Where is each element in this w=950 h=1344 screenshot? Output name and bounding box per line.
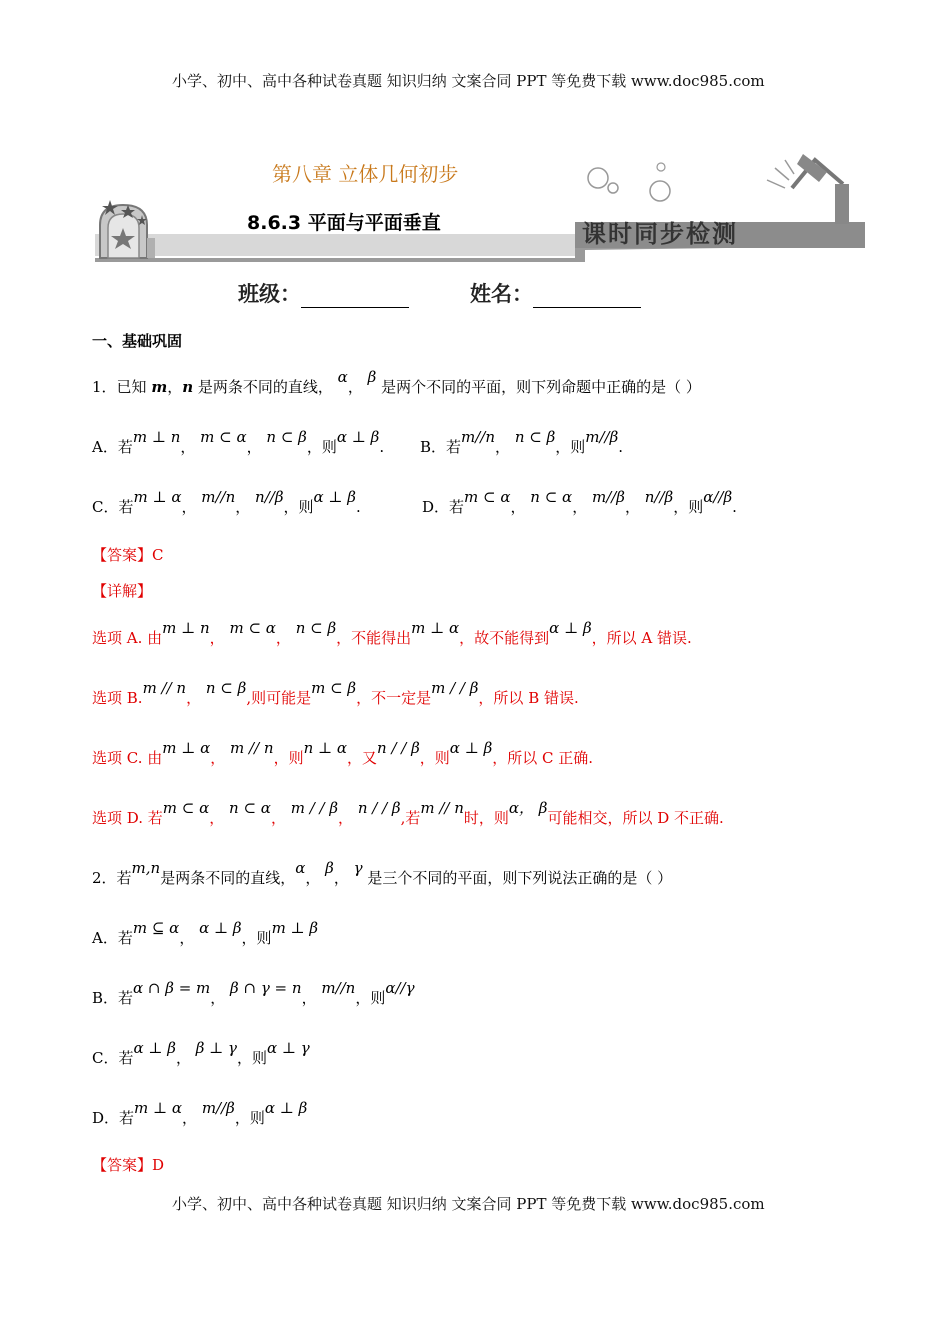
- q2-option-d[interactable]: D．若m ⊥ α， m//β，则α ⊥ β: [92, 1099, 308, 1127]
- q1-d-m5: α//β: [703, 488, 733, 506]
- q1-c-m3: n//β: [255, 488, 284, 506]
- q2-a-prefix: A．若: [92, 929, 133, 947]
- q1-expB-m3: m ⊂ β: [311, 679, 357, 697]
- q1-d-m2: n ⊂ α: [530, 488, 573, 506]
- q2-d-m2: m//β: [201, 1099, 235, 1117]
- q2-a-m3: m ⊥ β: [271, 919, 319, 937]
- q2-option-c[interactable]: C．若α ⊥ β， β ⊥ γ，则α ⊥ γ: [92, 1039, 310, 1067]
- q1-stem-b: ，: [167, 378, 183, 396]
- q1-c-m1: m ⊥ α: [133, 488, 182, 506]
- q1-expC-m1: m ⊥ α: [162, 739, 211, 757]
- q2-stem-b: 是两条不同的直线，: [160, 869, 296, 887]
- q1-expA-c: ，故不能得到: [459, 629, 550, 647]
- q2-answer: 【答案】D: [92, 1156, 165, 1174]
- q1-expA-m2: m ⊂ α: [229, 619, 276, 637]
- section-heading: 一、基础巩固: [92, 332, 183, 350]
- q2-c-m3: α ⊥ γ: [267, 1039, 310, 1057]
- q1-a-m2: m ⊂ α: [200, 428, 247, 446]
- q2-b-then: ，则: [355, 989, 386, 1007]
- q2-a-m1: m ⊆ α: [132, 919, 180, 937]
- q1-option-a[interactable]: A．若m ⊥ n， m ⊂ α， n ⊂ β，则α ⊥ β.: [92, 428, 385, 456]
- q1-expC-d: ，则: [419, 749, 450, 767]
- q1-stem-a: 1．已知: [92, 378, 152, 396]
- q1-expD-m1: m ⊂ α: [162, 799, 210, 817]
- q1-expA-m5: α ⊥ β: [549, 619, 592, 637]
- q1-c-prefix: C．若: [92, 498, 134, 516]
- q1-expD-m5: m // n: [420, 799, 464, 817]
- name-field: [470, 278, 641, 308]
- q1-d-end: .: [732, 498, 737, 516]
- q1-expB-m4: m / / β: [431, 679, 479, 697]
- q1-expD-m2: n ⊂ α: [229, 799, 271, 817]
- q1-option-c[interactable]: C．若m ⊥ α， m//n， n//β，则α ⊥ β.: [92, 488, 361, 516]
- q1-a-end: .: [379, 438, 385, 456]
- q1-d-then: ，则: [673, 498, 704, 516]
- q1-stem-alpha: α: [337, 368, 348, 386]
- q1-expC-m2: m // n: [230, 739, 274, 757]
- page-footer: 小学、初中、高中各种试卷真题 知识归纳 文案合同 PPT 等免费下载 www.doc985.com: [172, 1195, 765, 1213]
- q1-expC-m3: n ⊥ α: [303, 739, 348, 757]
- q2-b-m3: m//n: [321, 979, 356, 997]
- q1-a-prefix: A．若: [92, 438, 133, 456]
- q1-expA-b: ，不能得出: [336, 629, 412, 647]
- q2-option-b[interactable]: B．若α ∩ β = m， β ∩ γ = n， m//n，则α//γ: [92, 979, 415, 1007]
- q2-b-m4: α//γ: [385, 979, 415, 997]
- q1-expD-b: ,若: [400, 809, 421, 827]
- q2-b-m1: α ∩ β = m: [133, 979, 211, 997]
- q1-c-then: ，则: [283, 498, 314, 516]
- q2-c-prefix: C．若: [92, 1049, 134, 1067]
- q1-d-m1: m ⊂ α: [464, 488, 511, 506]
- q1-expC-m5: α ⊥ β: [449, 739, 493, 757]
- q1-expB-d: ，所以 B 错误.: [478, 689, 579, 707]
- q1-explain-d: 选项 D. 若m ⊂ α， n ⊂ α， m / / β， n / / β,若m // n时，则α， β可能相交，所以 D 不正确.: [92, 799, 724, 827]
- q1-expB-a: 选项 B.: [92, 689, 143, 707]
- q1-expC-m4: n / / β: [377, 739, 420, 757]
- q2-c-then: ，则: [237, 1049, 268, 1067]
- q1-expA-m1: m ⊥ n: [162, 619, 210, 637]
- q2-stem-alpha: α: [295, 859, 306, 877]
- q1-expD-a: 选项 D. 若: [92, 809, 163, 827]
- q1-b-end: .: [618, 438, 624, 456]
- banner-graphic: [95, 150, 865, 265]
- q1-b-m3: m//β: [585, 428, 619, 446]
- q1-expA-d: ，所以 A 错误.: [591, 629, 692, 647]
- q1-expA-m3: n ⊂ β: [295, 619, 337, 637]
- q1-c-m4: α ⊥ β: [313, 488, 356, 506]
- q1-stem-n: n: [182, 378, 194, 396]
- q1-d-m4: n//β: [644, 488, 674, 506]
- q2-option-a[interactable]: A．若m ⊆ α， α ⊥ β，则m ⊥ β: [92, 919, 319, 947]
- q1-expB-m2: n ⊂ β: [205, 679, 247, 697]
- q1-b-m1: m//n: [461, 428, 496, 446]
- q1-expD-m3: m / / β: [290, 799, 339, 817]
- q2-stem-a: 2．若: [92, 869, 132, 887]
- q2-d-prefix: D．若: [92, 1109, 135, 1127]
- q1-option-b[interactable]: B．若m//n， n ⊂ β，则m//β.: [420, 428, 624, 456]
- q2-a-m2: α ⊥ β: [199, 919, 242, 937]
- q1-expC-b: ，则: [273, 749, 304, 767]
- q1-expD-m6: α， β: [508, 799, 548, 817]
- q1-expD-d: 可能相交，所以 D 不正确.: [547, 809, 724, 827]
- q1-expB-c: ，不一定是: [356, 689, 432, 707]
- q1-answer: 【答案】C: [92, 546, 164, 564]
- q1-expB-m1: m // n: [142, 679, 187, 697]
- name-blank[interactable]: [533, 287, 641, 308]
- q2-d-m1: m ⊥ α: [134, 1099, 183, 1117]
- q1-expC-c: ，又: [347, 749, 378, 767]
- q1-expC-e: ，所以 C 正确.: [492, 749, 594, 767]
- q1-a-m3: n ⊂ β: [266, 428, 307, 446]
- name-label: 姓名：: [470, 282, 533, 306]
- q2-stem: 2．若m,n是两条不同的直线，α， β， γ 是三个不同的平面，则下列说法正确的是（ ）: [92, 859, 673, 887]
- q2-stem-gamma: γ: [353, 859, 363, 877]
- q1-stem-c: 是两条不同的直线，: [193, 378, 333, 396]
- q1-stem-comma: ，: [347, 378, 363, 396]
- q1-a-m4: α ⊥ β: [336, 428, 380, 446]
- q1-explain-b: 选项 B.m // n， n ⊂ β,则可能是m ⊂ β，不一定是m / / β，所以 B 错误.: [92, 679, 579, 707]
- q1-stem-d: 是两个不同的平面，则下列命题中正确的是（ ）: [381, 378, 701, 396]
- q1-expB-b: ,则可能是: [246, 689, 312, 707]
- q1-expD-c: 时，则: [463, 809, 509, 827]
- q1-stem-beta: β: [367, 368, 377, 386]
- q1-detail-heading: 【详解】: [92, 582, 153, 600]
- q2-a-then: ，则: [241, 929, 272, 947]
- q1-d-m3: m//β: [591, 488, 625, 506]
- q2-c-m2: β ⊥ γ: [195, 1039, 237, 1057]
- q1-stem-m: m: [151, 378, 168, 396]
- q2-d-then: ，则: [234, 1109, 265, 1127]
- q1-c-m2: m//n: [201, 488, 236, 506]
- section-title: 8.6.3 平面与平面垂直: [247, 212, 441, 234]
- q2-stem-beta: β: [325, 859, 334, 877]
- class-label: 班级：: [238, 282, 301, 306]
- q1-expC-a: 选项 C. 由: [92, 749, 163, 767]
- q1-option-d[interactable]: D．若m ⊂ α， n ⊂ α， m//β， n//β，则α//β.: [422, 488, 737, 516]
- q1-a-m1: m ⊥ n: [132, 428, 181, 446]
- q1-expA-a: 选项 A. 由: [92, 629, 163, 647]
- q1-d-prefix: D．若: [422, 498, 465, 516]
- banner-label: 课时同步检测: [582, 220, 738, 248]
- q2-stem-mn: m,n: [131, 859, 161, 877]
- q1-expD-m4: n / / β: [357, 799, 401, 817]
- chapter-banner: [95, 150, 865, 265]
- q2-c-m1: α ⊥ β: [133, 1039, 176, 1057]
- q2-stem-c: 是三个不同的平面，则下列说法正确的是（ ）: [367, 869, 673, 887]
- q1-b-then: ，则: [555, 438, 586, 456]
- class-field: [238, 278, 409, 308]
- chapter-title: 第八章 立体几何初步: [272, 162, 459, 186]
- page-header: 小学、初中、高中各种试卷真题 知识归纳 文案合同 PPT 等免费下载 www.doc985.com: [172, 72, 765, 90]
- q1-b-m2: n ⊂ β: [514, 428, 556, 446]
- q2-d-m3: α ⊥ β: [264, 1099, 308, 1117]
- q1-b-prefix: B．若: [420, 438, 462, 456]
- q1-stem: [92, 368, 701, 397]
- q1-explain-a: 选项 A. 由m ⊥ n， m ⊂ α， n ⊂ β，不能得出m ⊥ α，故不能得到α ⊥ β，所以 A 错误.: [92, 619, 692, 647]
- q1-expA-m4: m ⊥ α: [411, 619, 460, 637]
- q2-b-m2: β ∩ γ = n: [230, 979, 302, 997]
- q1-a-then: ，则: [306, 438, 337, 456]
- q1-c-end: .: [355, 498, 361, 516]
- q1-explain-c: 选项 C. 由m ⊥ α， m // n，则n ⊥ α，又n / / β，则α ⊥ β，所以 C 正确.: [92, 739, 594, 767]
- q2-b-prefix: B．若: [92, 989, 134, 1007]
- class-blank[interactable]: [301, 287, 409, 308]
